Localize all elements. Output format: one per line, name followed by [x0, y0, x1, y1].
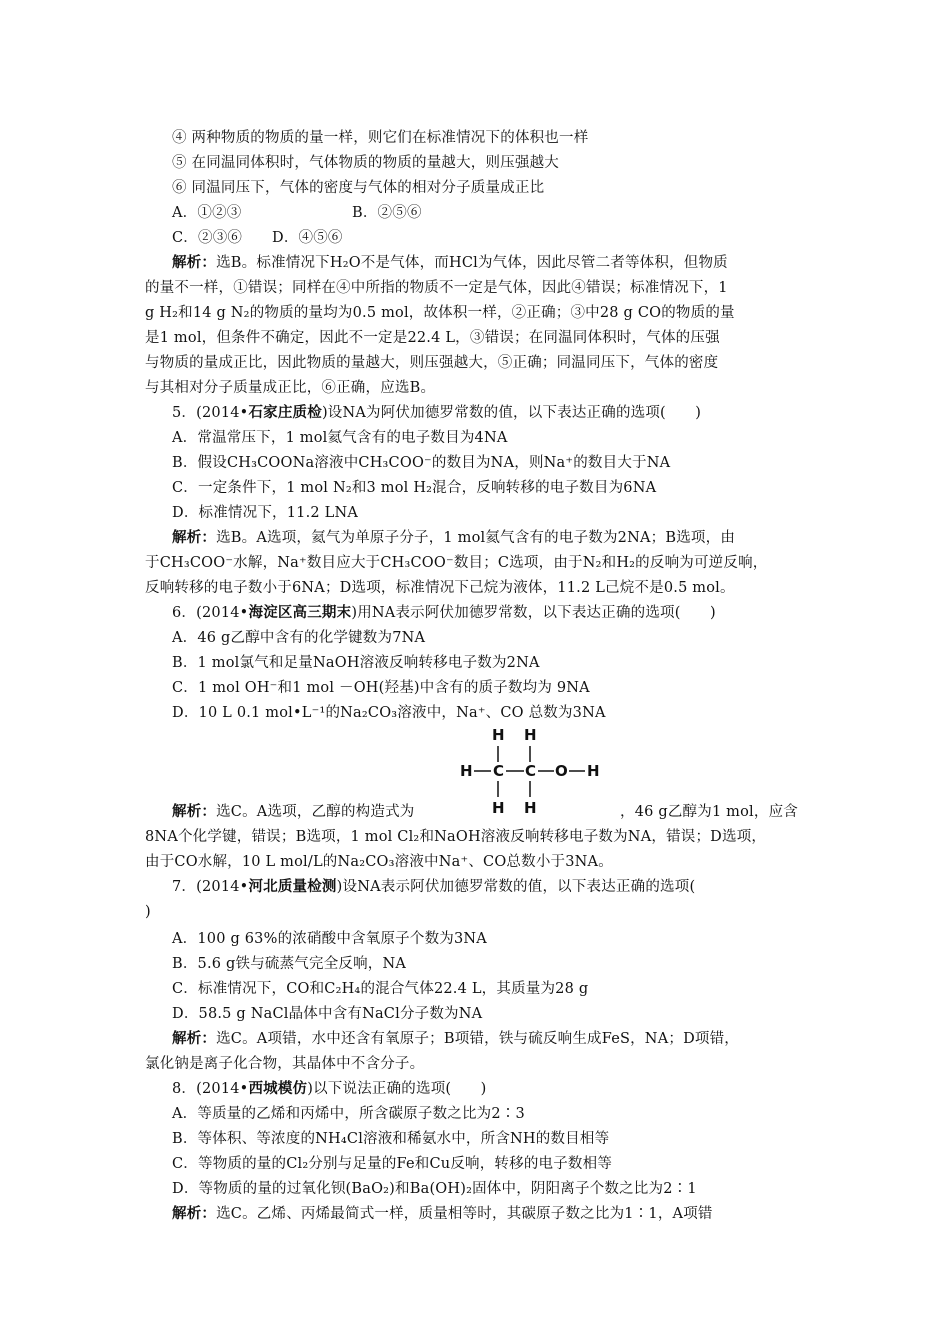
option-a: A．①②③ — [172, 205, 242, 221]
question-source: 石家庄质检 — [248, 404, 322, 421]
analysis-label: 解析： — [172, 1030, 217, 1047]
statement-5: ⑤ 在同温同体积时，气体物质的物质的量越大，则压强越大 — [172, 155, 560, 171]
analysis-label: 解析： — [172, 1205, 217, 1222]
question-source: 河北质量检测 — [248, 878, 337, 895]
analysis-line: 与物质的量成正比，因此物质的量越大，则压强越大，⑤正确；同温同压下，气体的密度 — [145, 355, 719, 371]
q5-analysis-line: 反响转移的电子数小于6NA；D选项，标准情况下己烷为液体，11.2 L己烷不是0.5 mol。 — [145, 580, 735, 596]
question-5-stem: 5．(2014•石家庄质检)设NA为阿伏加德罗常数的值，以下表达正确的选项( ) — [172, 404, 702, 421]
q7-option-b: B．5.6 g铁与硫蒸气完全反响，NA — [172, 956, 407, 972]
atom-o: O — [555, 762, 568, 780]
q5-analysis-line: 于CH₃COO⁻水解，Na⁺数目应大于CH₃COO⁻数目；C选项，由于N₂和H₂的反响为可逆反响， — [145, 555, 768, 571]
q5-option-c: C．一定条件下，1 mol N₂和3 mol H₂混合，反响转移的电子数目为6NA — [172, 480, 657, 496]
q8-option-b: B．等体积、等浓度的NH₄Cl溶液和稀氨水中，所含NH的数目相等 — [172, 1131, 610, 1147]
option-c: C．②③⑥ — [172, 230, 243, 246]
q7-analysis: 解析：选C。A项错，水中还含有氧原子；B项错，铁与硫反响生成FeS，NA；D项错， — [172, 1030, 739, 1047]
question-8-stem: 8．(2014•西城模仿)以下说法正确的选项( ) — [172, 1080, 487, 1097]
analysis-label: 解析： — [172, 529, 217, 546]
atom-h: H — [524, 799, 537, 817]
q6-option-a: A．46 g乙醇中含有的化学键数为7NA — [172, 630, 426, 646]
atom-h: H — [524, 726, 537, 744]
question-6-stem: 6．(2014•海淀区高三期末)用NA表示阿伏加德罗常数，以下表达正确的选项( ) — [172, 604, 716, 621]
q8-option-c: C．等物质的量的Cl₂分别与足量的Fe和Cu反响，转移的电子数相等 — [172, 1156, 613, 1172]
question-7-stem-cont: ) — [145, 904, 151, 920]
analysis-label: 解析： — [172, 803, 217, 820]
ethanol-structure-diagram — [458, 724, 608, 824]
q6-option-b: B．1 mol氯气和足量NaOH溶液反响转移电子数为2NA — [172, 655, 540, 671]
question-7-stem: 7．(2014•河北质量检测)设NA表示阿伏加德罗常数的值，以下表达正确的选项( — [172, 878, 696, 895]
q7-option-c: C．标准情况下，CO和C₂H₄的混合气体22.4 L，其质量为28 g — [172, 981, 589, 997]
option-b: B．②⑤⑥ — [352, 205, 422, 221]
q5-analysis: 解析：选B。A选项，氦气为单原子分子，1 mol氦气含有的电子数为2NA；B选项，由 — [172, 529, 736, 546]
q8-option-d: D．等物质的量的过氧化钡(BaO₂)和Ba(OH)₂固体中，阴阳离子个数之比为2∶1 — [172, 1181, 697, 1197]
statement-4: ④ 两种物质的物质的量一样，则它们在标准情况下的体积也一样 — [172, 130, 589, 146]
q8-analysis: 解析：选C。乙烯、丙烯最简式一样，质量相等时，其碳原子数之比为1∶1，A项错 — [172, 1205, 713, 1222]
analysis-line: 的量不一样，①错误；同样在④中所指的物质不一定是气体，因此④错误；标准情况下，1 — [145, 280, 728, 296]
atom-c: C — [525, 762, 537, 780]
question-source: 西城模仿 — [248, 1080, 308, 1097]
analysis-line: 与其相对分子质量成正比，⑥正确，应选B。 — [145, 380, 436, 396]
q6-option-c: C．1 mol OH⁻和1 mol －OH(羟基)中含有的质子数均为 9NA — [172, 680, 590, 696]
q6-analysis: 解析：选C。A选项，乙醇的构造式为 — [172, 803, 415, 820]
q6-analysis-cont: ，46 g乙醇为1 mol，应含 — [620, 804, 798, 820]
q7-option-a: A．100 g 63%的浓硝酸中含氧原子个数为3NA — [172, 931, 487, 947]
atom-h: H — [460, 762, 473, 780]
atom-h: H — [587, 762, 600, 780]
q6-analysis-line: 由于CO水解，10 L mol/L的Na₂CO₃溶液中Na⁺、CO总数小于3NA。 — [145, 854, 613, 870]
option-d: D．④⑤⑥ — [272, 230, 343, 246]
q6-option-d: D．10 L 0.1 mol•L⁻¹的Na₂CO₃溶液中，Na⁺、CO 总数为3NA — [172, 705, 606, 721]
q5-option-a: A．常温常压下，1 mol氦气含有的电子数目为4NA — [172, 430, 508, 446]
q5-option-d: D．标准情况下，11.2 LNA — [172, 505, 359, 521]
analysis-line: g H₂和14 g N₂的物质的量均为0.5 mol，故体积一样，②正确；③中28 g CO的物质的量 — [145, 305, 735, 321]
analysis-label: 解析： — [172, 254, 217, 271]
q6-analysis-line: 8NA个化学键，错误；B选项，1 mol Cl₂和NaOH溶液反响转移电子数为NA，错误；D选项， — [145, 829, 767, 845]
q7-analysis-line: 氯化钠是离子化合物，其晶体中不含分子。 — [145, 1056, 425, 1072]
atom-h: H — [492, 726, 505, 744]
atom-h: H — [492, 799, 505, 817]
atom-c: C — [493, 762, 505, 780]
analysis-line: 解析：选B。标准情况下H₂O不是气体，而HCl为气体，因此尽管二者等体积，但物质 — [172, 254, 728, 271]
q7-option-d: D．58.5 g NaCl晶体中含有NaCl分子数为NA — [172, 1006, 483, 1022]
statement-6: ⑥ 同温同压下，气体的密度与气体的相对分子质量成正比 — [172, 180, 545, 196]
analysis-line: 是1 mol，但条件不确定，因此不一定是22.4 L，③错误；在同温同体积时，气体的压强 — [145, 330, 720, 346]
q8-option-a: A．等质量的乙烯和丙烯中，所含碳原子数之比为2∶3 — [172, 1106, 525, 1122]
q5-option-b: B．假设CH₃COONa溶液中CH₃COO⁻的数目为NA，则Na⁺的数目大于NA — [172, 455, 671, 471]
question-source: 海淀区高三期末 — [248, 604, 352, 621]
